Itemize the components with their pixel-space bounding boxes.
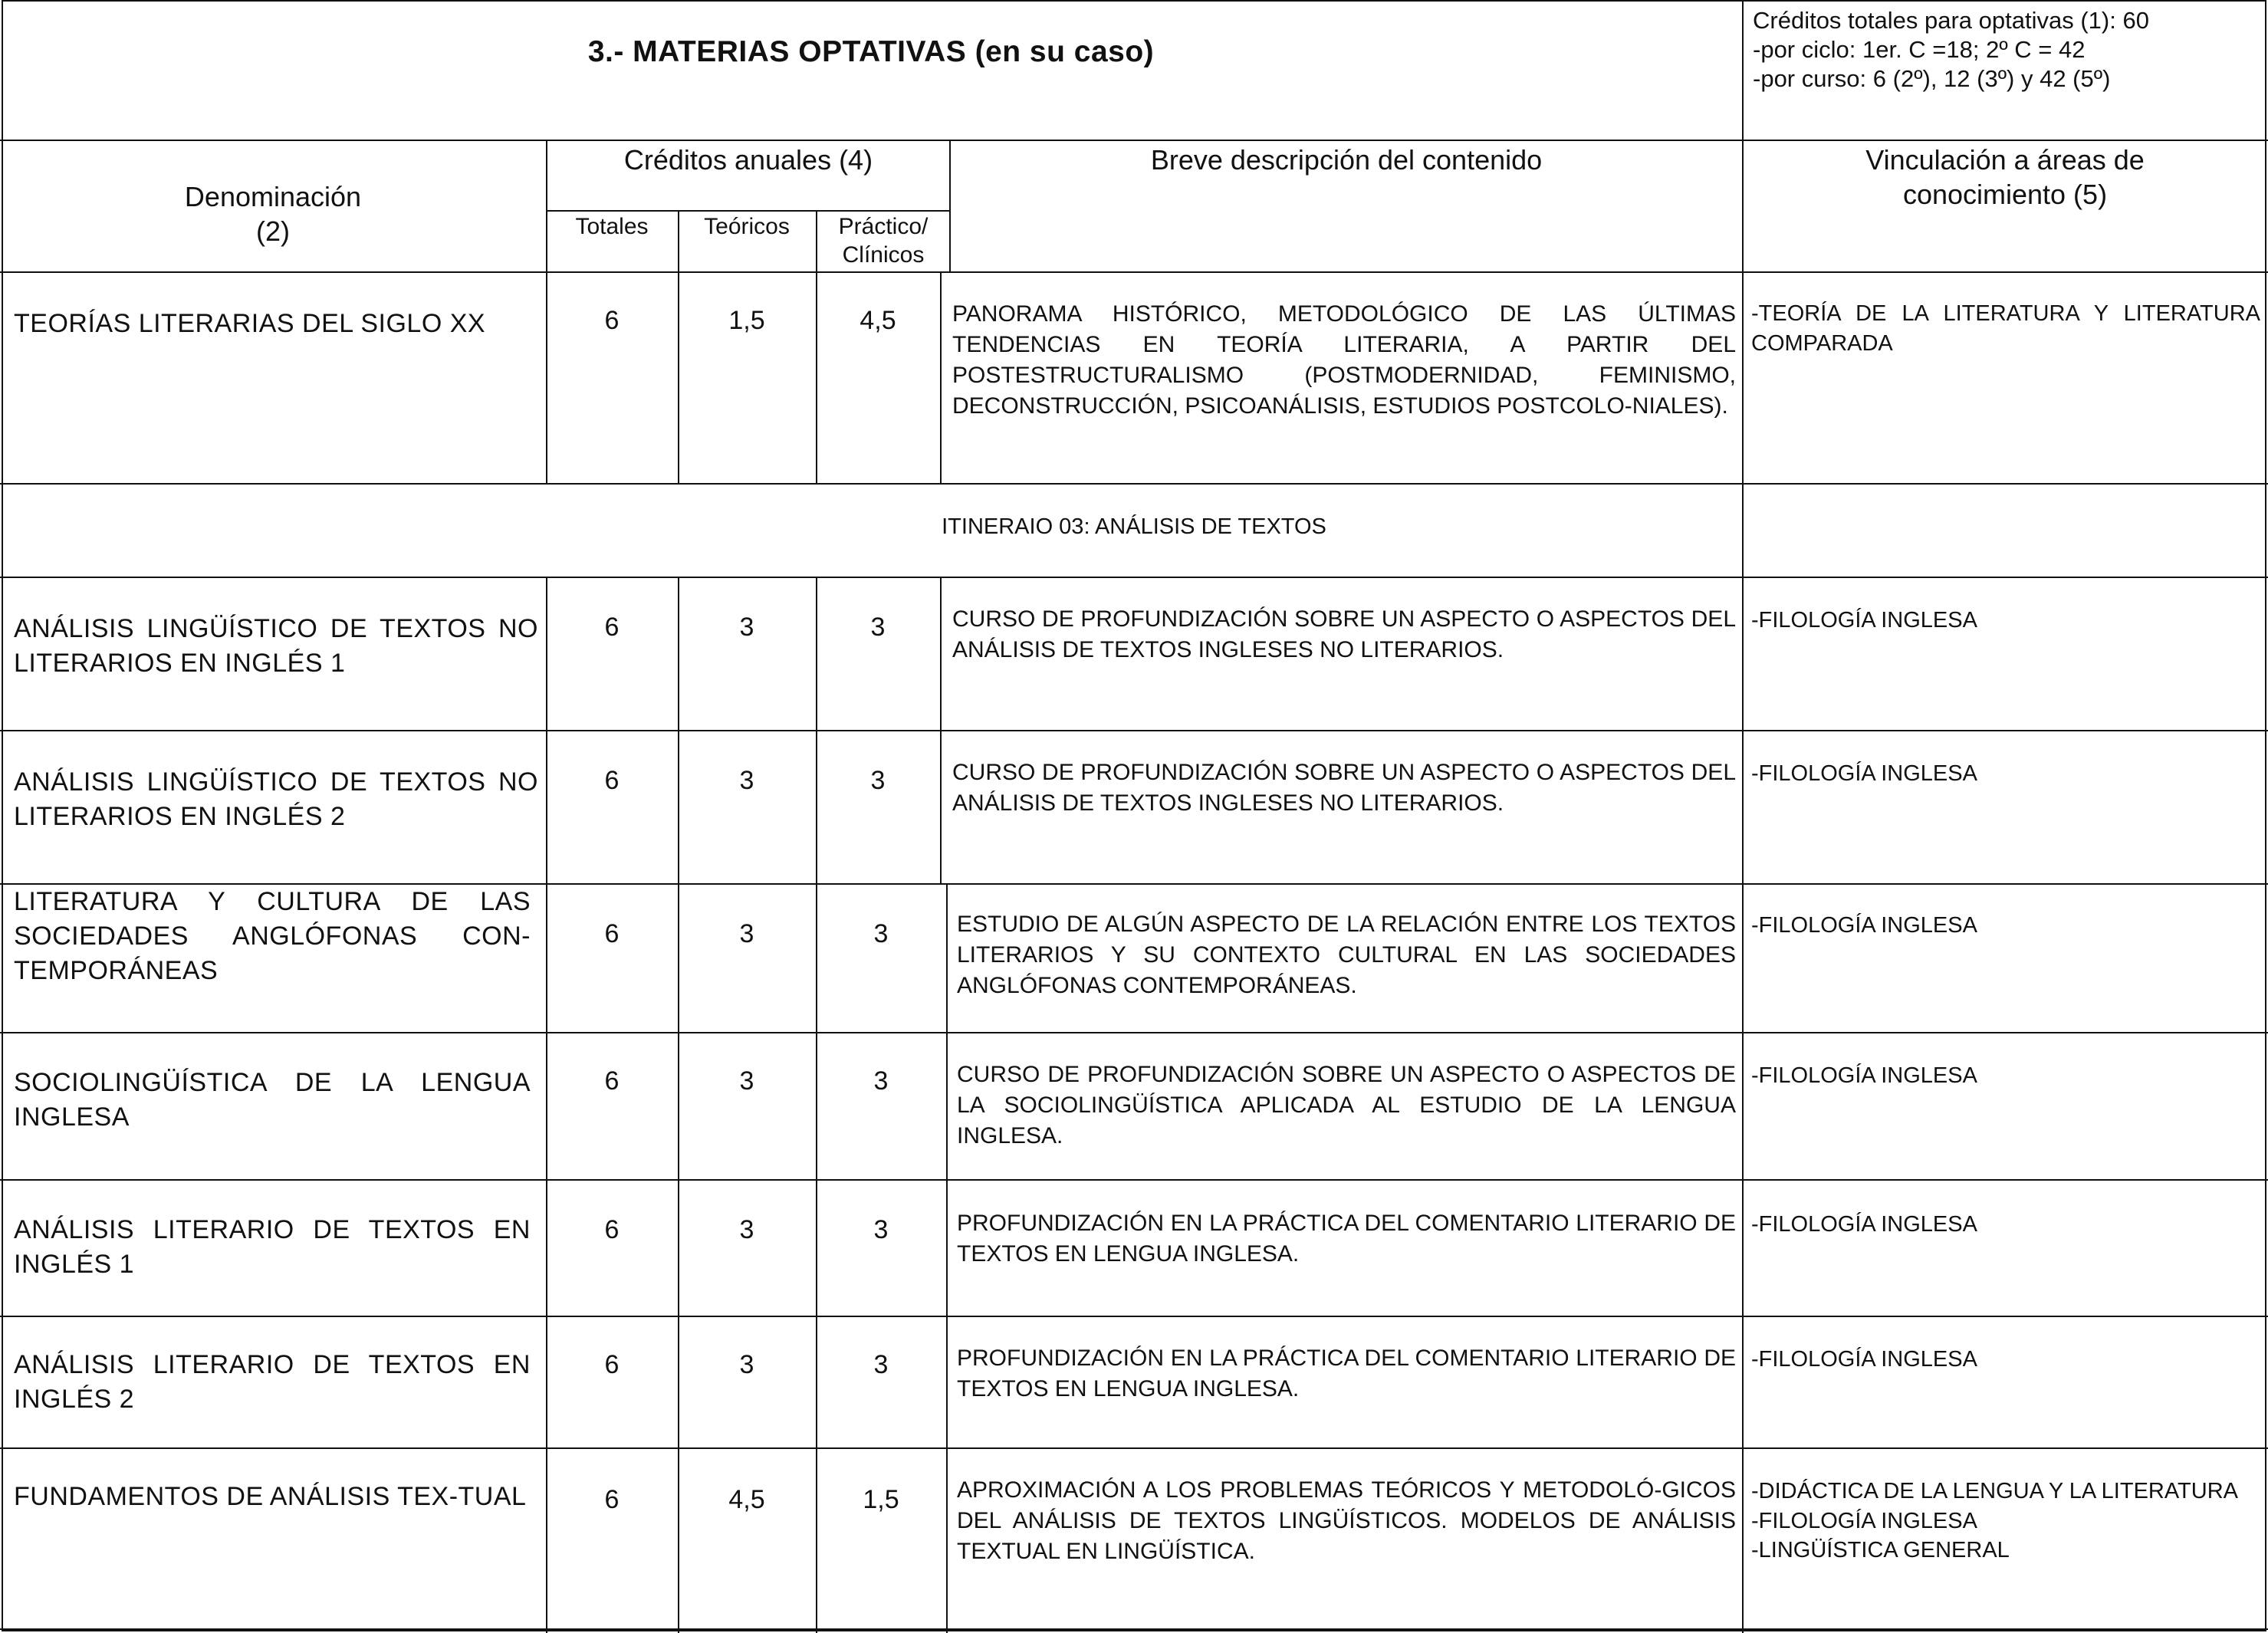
- area-line: -FILOLOGÍA INGLESA: [1751, 1508, 1977, 1533]
- row-totales: 6: [604, 1066, 620, 1096]
- header-descripcion: Breve descripción del contenido: [1150, 144, 1543, 176]
- header-teoricos: Teóricos: [704, 214, 790, 239]
- row-teoricos: 3: [739, 919, 754, 948]
- header-denominacion-label: Denominación: [184, 181, 362, 212]
- row-totales: 6: [604, 1215, 620, 1244]
- credit-info: [1753, 6, 2266, 93]
- credit-info-ciclo: -por ciclo: 1er. C =18; 2º C = 42: [1753, 35, 2086, 63]
- row-practicos: 1,5: [863, 1485, 899, 1514]
- row-name: ANÁLISIS LINGÜÍSTICO DE TEXTOS NO LITERARIOS EN INGLÉS 2: [14, 767, 538, 831]
- row-description: APROXIMACIÓN A LOS PROBLEMAS TEÓRICOS Y METODOLÓ-GICOS DEL ANÁLISIS DE TEXTOS LINGÜÍSTICOS. MODELOS DE ANÁLISIS TEXTUAL EN LINGÜÍSTICA.: [957, 1477, 1736, 1564]
- row-practicos: 3: [873, 1066, 889, 1096]
- area-line: -LINGÜÍSTICA GENERAL: [1751, 1538, 2010, 1563]
- header-vinculacion: [1742, 143, 2268, 212]
- header-totales: Totales: [575, 214, 649, 239]
- row-teoricos: 3: [739, 1066, 754, 1096]
- row-totales: 6: [604, 1485, 620, 1514]
- row-name: ANÁLISIS LITERARIO DE TEXTOS EN INGLÉS 2: [14, 1350, 531, 1414]
- row-areas: -FILOLOGÍA INGLESA: [1751, 1063, 1977, 1088]
- row-description: CURSO DE PROFUNDIZACIÓN SOBRE UN ASPECTO O ASPECTOS DEL ANÁLISIS DE TEXTOS INGLESES NO LITERARIOS.: [952, 606, 1736, 662]
- row-areas: -TEORÍA DE LA LITERATURA Y LITERATURA COMPARADA: [1751, 301, 2260, 356]
- row-practicos: 4,5: [860, 306, 896, 335]
- row-teoricos: 4,5: [728, 1485, 765, 1514]
- row-name: TEORÍAS LITERARIAS DEL SIGLO XX: [14, 309, 486, 338]
- row-areas: -FILOLOGÍA INGLESA: [1751, 761, 1977, 786]
- row-totales: 6: [604, 766, 620, 795]
- row-totales: 6: [604, 919, 620, 948]
- row-name: FUNDAMENTOS DE ANÁLISIS TEX-TUAL: [14, 1482, 527, 1511]
- row-name: LITERATURA Y CULTURA DE LAS SOCIEDADES ANGLÓFONAS CON-TEMPORÁNEAS: [14, 887, 531, 985]
- row-areas: [1751, 1477, 2260, 1566]
- row-practicos: 3: [873, 919, 889, 948]
- row-areas: -FILOLOGÍA INGLESA: [1751, 1212, 1977, 1237]
- row-teoricos: 3: [739, 1215, 754, 1244]
- row-description: CURSO DE PROFUNDIZACIÓN SOBRE UN ASPECTO O ASPECTOS DEL ANÁLISIS DE TEXTOS INGLESES NO LITERARIOS.: [952, 760, 1736, 816]
- header-vinculacion-line2: conocimiento (5): [1902, 179, 2108, 210]
- row-practicos: 3: [870, 766, 886, 795]
- row-practicos: 3: [873, 1350, 889, 1379]
- header-denominacion-note: (2): [256, 215, 290, 247]
- row-description: PANORAMA HISTÓRICO, METODOLÓGICO DE LAS ÚLTIMAS TENDENCIAS EN TEORÍA LITERARIA, A PARTIR DEL POSTESTRUCTURALISMO (POSTMODERNIDAD, FEMINISMO, DECONSTRUCCIÓN, PSICOANÁLISIS, ESTUDIOS POSTCOLO-NIALES).: [952, 301, 1736, 419]
- row-areas: -FILOLOGÍA INGLESA: [1751, 608, 1977, 632]
- header-vinculacion-line1: Vinculación a áreas de: [1865, 144, 2145, 176]
- row-description: CURSO DE PROFUNDIZACIÓN SOBRE UN ASPECTO O ASPECTOS DE LA SOCIOLINGÜÍSTICA APLICADA AL ESTUDIO DE LA LENGUA INGLESA.: [957, 1062, 1736, 1148]
- row-name: ANÁLISIS LINGÜÍSTICO DE TEXTOS NO LITERARIOS EN INGLÉS 1: [14, 614, 538, 678]
- row-teoricos: 1,5: [728, 306, 765, 335]
- header-practico-line2: Clínicos: [842, 242, 925, 268]
- row-totales: 6: [604, 613, 620, 642]
- credit-info-curso: -por curso: 6 (2º), 12 (3º) y 42 (5º): [1753, 64, 2111, 92]
- header-practico-line1: Práctico/: [838, 214, 929, 239]
- row-totales: 6: [604, 306, 620, 335]
- row-name: SOCIOLINGÜÍSTICA DE LA LENGUA INGLESA: [14, 1068, 531, 1132]
- row-teoricos: 3: [739, 766, 754, 795]
- area-line: -DIDÁCTICA DE LA LENGUA Y LA LITERATURA: [1751, 1479, 2238, 1503]
- header-practico-clinicos: [816, 213, 951, 269]
- row-teoricos: 3: [739, 613, 754, 642]
- row-practicos: 3: [870, 613, 886, 642]
- header-denominacion: [0, 179, 546, 248]
- row-areas: -FILOLOGÍA INGLESA: [1751, 913, 1977, 938]
- itinerary-heading: ITINERAIO 03: ANÁLISIS DE TEXTOS: [942, 514, 1326, 539]
- section-title: 3.- MATERIAS OPTATIVAS (en su caso): [587, 35, 1155, 68]
- row-areas: -FILOLOGÍA INGLESA: [1751, 1347, 1977, 1372]
- header-creditos-anuales: Créditos anuales (4): [623, 144, 873, 176]
- row-name: ANÁLISIS LITERARIO DE TEXTOS EN INGLÉS 1: [14, 1215, 531, 1279]
- credit-info-total: Créditos totales para optativas (1): 60: [1753, 7, 2149, 34]
- row-practicos: 3: [873, 1215, 889, 1244]
- row-description: PROFUNDIZACIÓN EN LA PRÁCTICA DEL COMENTARIO LITERARIO DE TEXTOS EN LENGUA INGLESA.: [957, 1211, 1736, 1267]
- row-description: PROFUNDIZACIÓN EN LA PRÁCTICA DEL COMENTARIO LITERARIO DE TEXTOS EN LENGUA INGLESA.: [957, 1346, 1736, 1401]
- row-totales: 6: [604, 1350, 620, 1379]
- row-teoricos: 3: [739, 1350, 754, 1379]
- row-description: ESTUDIO DE ALGÚN ASPECTO DE LA RELACIÓN ENTRE LOS TEXTOS LITERARIOS Y SU CONTEXTO CULTURAL EN LAS SOCIEDADES ANGLÓFONAS CONTEMPORÁNEAS.: [957, 912, 1736, 998]
